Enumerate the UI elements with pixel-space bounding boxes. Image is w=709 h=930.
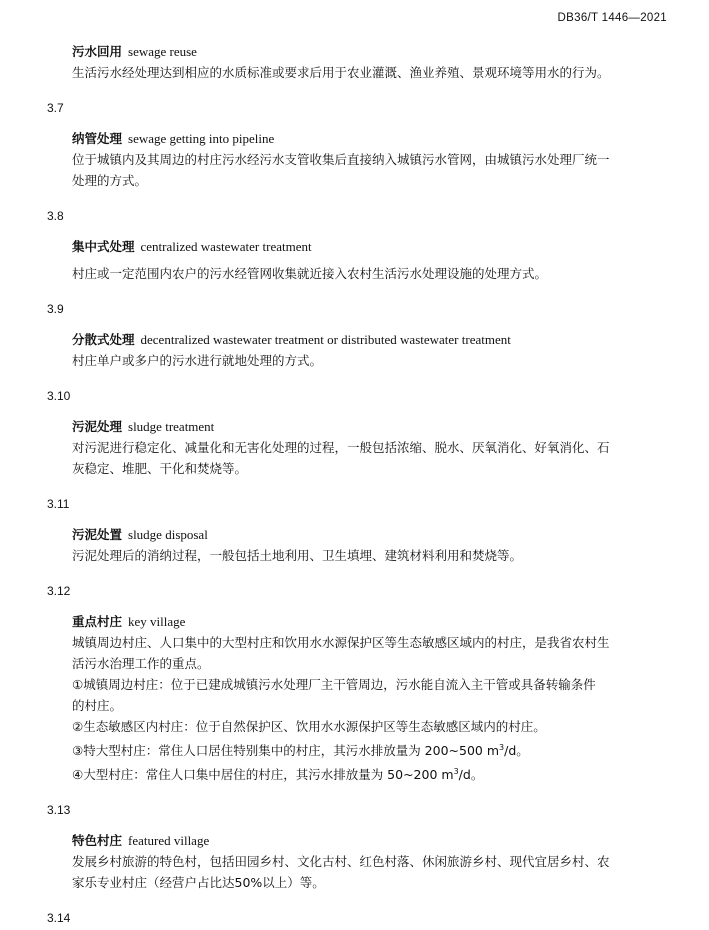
unit-tail: /d。 [458, 767, 484, 783]
unit-superscript: 3 [453, 767, 459, 777]
term-title [47, 612, 671, 632]
list-item-text: ④大型村庄：常住人口集中居住的村庄，其污水排放量为 50~200 m [72, 767, 454, 783]
term-en: decentralized wastewater treatment or distributed wastewater treatment [140, 332, 511, 347]
term-en: sludge treatment [128, 419, 215, 434]
document-id: DB36/T 1446—2021 [557, 12, 667, 24]
list-item: ②生态敏感区内村庄：位于自然保护区、饮用水水源保护区等生态敏感区域内的村庄。 [72, 719, 546, 734]
term-definition: 对污泥进行稳定化、减量化和无害化处理的过程，一般包括浓缩、脱水、厌氧消化、好氧消化、石 [72, 440, 610, 455]
list-item-text: ③特大型村庄：常住人口居住特别集中的村庄，其污水排放量为 200~500 m [72, 743, 500, 759]
term-title [47, 129, 671, 149]
clause-number: 3.14 [47, 911, 71, 926]
term-definition: 村庄单户或多户的污水进行就地处理的方式。 [72, 353, 323, 368]
term-definition: 污泥处理后的消纳过程，一般包括土地利用、卫生填埋、建筑材料利用和焚烧等。 [72, 548, 523, 563]
term-definition: 生活污水经处理达到相应的水质标准或要求后用于农业灌溉、渔业养殖、景观环境等用水的行为。 [72, 65, 610, 80]
term-zh: 污泥处置 [72, 527, 123, 542]
clause-number: 3.8 [47, 209, 64, 223]
clause-number: 3.9 [47, 302, 64, 316]
term-en: sewage getting into pipeline [128, 131, 275, 146]
term-en: sludge disposal [128, 527, 208, 542]
term-title [47, 330, 671, 350]
clause-number: 3.13 [47, 803, 71, 818]
term-definition-cont: 处理的方式。 [72, 173, 148, 188]
list-item: ①城镇周边村庄：位于已建成城镇污水处理厂主干管周边，污水能自流入主干管或具备转输条件 [72, 677, 596, 692]
term-zh: 分散式处理 [72, 332, 135, 347]
term-definition-cont: 活污水治理工作的重点。 [72, 656, 210, 671]
term-zh: 污泥处理 [72, 419, 123, 434]
term-zh: 特色村庄 [72, 833, 123, 849]
term-en: featured village [128, 833, 210, 849]
term-definition: 位于城镇内及其周边的村庄污水经污水支管收集后直接纳入城镇污水管网，由城镇污水处理厂统一 [72, 152, 610, 167]
clause-number: 3.10 [47, 389, 71, 403]
term-title [47, 525, 671, 545]
unit-superscript: 3 [499, 743, 505, 752]
term-definition: 发展乡村旅游的特色村，包括田园乡村、文化古村、红色村落、休闲旅游乡村、现代宜居乡村、农 [72, 854, 610, 870]
term-title [47, 831, 671, 851]
term-en: centralized wastewater treatment [140, 239, 312, 254]
unit-tail: /d。 [504, 743, 529, 759]
list-item-cont: 的村庄。 [72, 698, 123, 713]
clause-number: 3.11 [47, 497, 70, 511]
term-zh: 污水回用 [72, 44, 123, 59]
list-item [47, 761, 671, 785]
term-definition-cont: 家乐专业村庄（经营户占比达50%以上）等。 [72, 875, 325, 891]
terms-section [47, 42, 671, 927]
term-en: sewage reuse [128, 44, 197, 59]
term-title [47, 417, 671, 437]
term-title [47, 42, 671, 62]
term-definition: 城镇周边村庄、人口集中的大型村庄和饮用水水源保护区等生态敏感区域内的村庄，是我省农村生 [72, 635, 610, 650]
term-zh: 集中式处理 [72, 239, 135, 254]
clause-number: 3.12 [47, 584, 71, 598]
clause-number: 3.7 [47, 101, 64, 115]
list-item [47, 737, 671, 761]
term-definition: 村庄或一定范围内农户的污水经管网收集就近接入农村生活污水处理设施的处理方式。 [72, 266, 548, 281]
term-en: key village [128, 614, 186, 629]
term-title [47, 237, 671, 257]
term-zh: 重点村庄 [72, 614, 123, 629]
term-zh: 纳管处理 [72, 131, 123, 146]
term-definition-cont: 灰稳定、堆肥、干化和焚烧等。 [72, 461, 248, 476]
